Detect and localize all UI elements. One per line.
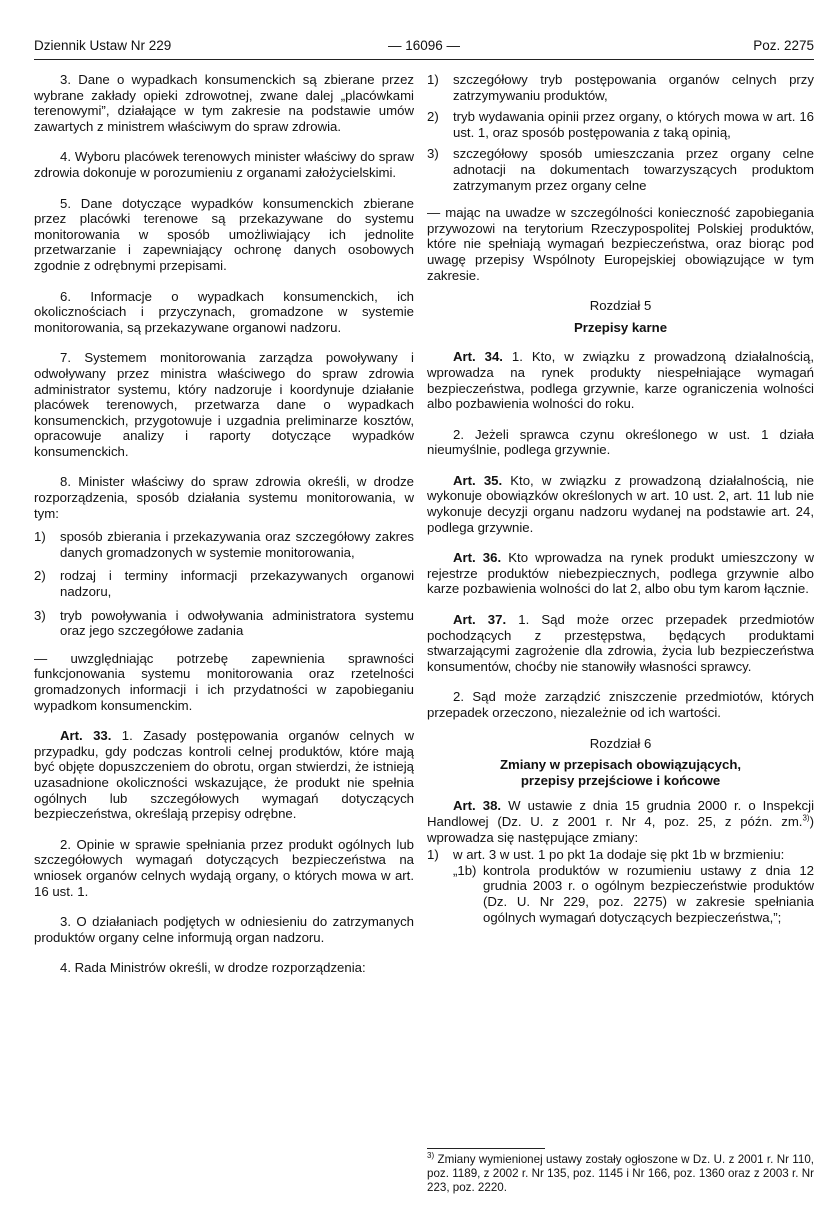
article-label: Art. 35. <box>453 472 503 488</box>
art-34-paragraph-1: Art. 34. 1. Kto, w związku z prowadzoną działalnością, wprowadza na rynek produkty niespełniające wymagań bezpieczeństwa, podlega grzywnie, karze ograniczenia wolności albo pozbawienia wolności do roku. <box>427 349 814 412</box>
art-37-paragraph-1: Art. 37. 1. Sąd może orzec przepadek przedmiotów pochodzących z przestępstwa, będących produktami stwarzającymi zagrożenie dla zdrowia, życia lub bezpieczeństwa konsumentów, choćby nie stanowiły własności sprawcy. <box>427 612 814 674</box>
chapter-5-heading: Rozdział 5 <box>589 298 652 314</box>
article-label: Art. 36. <box>453 550 502 566</box>
art-38-quoted-point: „1b) kontrola produktów w rozumieniu ustawy z dnia 12 grudnia 2003 r. o ogólnym bezpieczeństwie produktów (Dz. U. Nr 229, poz. 2275) w zakresie spełniania ogólnych wymagań dotyczących bezpieczeństwa,”; <box>453 862 814 925</box>
list-item: 3) tryb powoływania i odwoływania administratora systemu oraz jego szczegółowe zadania <box>34 607 414 639</box>
page-number: — 16096 — <box>387 38 461 53</box>
paragraph-5: 5. Dane dotyczące wypadków konsumenckich zbierane przez placówki terenowe są przekazywane do systemu monitorowania w sposób umożliwiający ich jednolite przetwarzanie i zapewniający ochronę danych osobowych zgodnie z odrębnymi przepisami. <box>34 195 414 273</box>
art-36-paragraph: Art. 36. Kto wprowadza na rynek produkt umieszczony w rejestrze produktów niebezpiecznych, podlega grzywnie albo karze pozbawienia wolności do lat 2, albo obu tym karom łącznie. <box>427 550 814 597</box>
art-33-paragraph-1: Art. 33. 1. Zasady postępowania organów celnych w przypadku, gdy podczas kontroli celnej produktów, które mają być objęte dopuszczeniem do obrotu, organ stwierdzi, że istnieją uzasadnione okoliczności wskazujące, że produkt nie spełnia ogólnych lub szczegółowych wymagań dotyczących bezpieczeństwa, określają przepisy odrębne. <box>34 728 414 822</box>
footnote-divider <box>427 1148 545 1149</box>
paragraph-8-list <box>34 529 414 639</box>
footnote-mark: 3) <box>427 1151 435 1161</box>
art-33-paragraph-3: 3. O działaniach podjętych w odniesieniu do zatrzymanych produktów organy celne informują organ nadzoru. <box>34 914 414 945</box>
list-item: 2) rodzaj i terminy informacji przekazywanych organowi nadzoru, <box>34 568 414 600</box>
list-item: 2) tryb wydawania opinii przez organy, o których mowa w art. 16 ust. 1, oraz sposób postępowania z taką opinią, <box>427 109 814 140</box>
art-37-paragraph-2: 2. Sąd może zarządzić zniszczenie przedmiotów, których przepadek orzeczono, niezależnie od ich wartości. <box>427 689 814 720</box>
footnote: $^{3)}$ Zmiany wymienionej ustawy zostały ogłoszone w Dz. U. z 2001 r. Nr 110, poz. 1189, z 2002 r. Nr 135, poz. 1145 i Nr 166, poz. 1360 oraz z 2003 r. Nr 223, poz. 2220. <box>427 1151 814 1194</box>
list-item: 3) szczegółowy sposób umieszczania przez organy celne adnotacji na dokumentach towarzyszących produktom zatrzymanym przez organy celne <box>427 146 814 193</box>
footnote-ref: 3) <box>802 813 810 823</box>
left-column <box>34 72 414 991</box>
header-divider <box>34 59 814 60</box>
paragraph-8-tail: — uwzględniając potrzebę zapewnienia sprawności funkcjonowania systemu monitorowania oraz rzetelności gromadzonych informacji i ich przydatności w zapobieganiu wypadkom konsumenckim. <box>34 650 414 713</box>
journal-title: Dziennik Ustaw Nr 229 <box>34 38 172 53</box>
paragraph-6: 6. Informacje o wypadkach konsumenckich, ich okolicznościach i przyczynach, gromadzone w systemie monitorowania, są przekazywane organowi nadzoru. <box>34 288 414 335</box>
list-item: 1) sposób zbierania i przekazywania oraz szczegółowy zakres danych gromadzonych w systemie monitorowania, <box>34 529 414 560</box>
article-label: Art. 33. <box>60 728 112 744</box>
page-header <box>34 38 814 56</box>
art-35-paragraph: Art. 35. Kto, w związku z prowadzoną działalnością, nie wykonuje obowiązków określonych w art. 10 ust. 2, art. 11 lub nie wykonuje decyzji organu nadzoru wydanej na podstawie art. 24, podlega grzywnie. <box>427 472 814 535</box>
art-38-paragraph: Art. 38. W ustawie z dnia 15 grudnia 2000 r. o Inspekcji Handlowej (Dz. U. z 2001 r. Nr 4, poz. 25, z późn. zm.$^{3)}$) wprowadza się następujące zmiany: <box>427 798 814 845</box>
right-column <box>427 72 814 925</box>
article-label: Art. 37. <box>453 612 507 628</box>
paragraph-3: 3. Dane o wypadkach konsumenckich są zbierane przez wybrane zakłady opieki zdrowotnej, zwane dalej „placówkami terenowymi”, działające w tym zakresie na podstawie umów zawartych z ministrem właściwym do spraw zdrowia. <box>34 72 414 134</box>
art-33-tail: — mając na uwadze w szczególności konieczność zapobiegania przywozowi na terytorium Rzeczypospolitej Polskiej produktów, które nie spełniają wymagań bezpieczeństwa, oraz biorąc pod uwagę przepisy Wspólnoty Europejskiej obowiązujące w tym zakresie. <box>427 205 814 283</box>
art-34-paragraph-2: 2. Jeżeli sprawca czynu określonego w ust. 1 działa nieumyślnie, podlega grzywnie. <box>427 426 814 458</box>
art-33-paragraph-4: 4. Rada Ministrów określi, w drodze rozporządzenia: <box>60 960 366 976</box>
paragraph-4: 4. Wyboru placówek terenowych minister właściwy do spraw zdrowia dokonuje w porozumieniu z organami założycielskimi. <box>34 149 414 180</box>
list-item: 1) szczegółowy tryb postępowania organów celnych przy zatrzymywaniu produktów, <box>427 72 814 103</box>
position-number: Poz. 2275 <box>753 38 814 53</box>
art-33-paragraph-2: 2. Opinie w sprawie spełniania przez produkt ogólnych lub szczegółowych wymagań dotyczących bezpieczeństwa na wniosek organów celnych wydają organy, o których mowa w art. 16 ust. 1. <box>34 836 414 899</box>
paragraph-8: 8. Minister właściwy do spraw zdrowia określi, w drodze rozporządzenia, sposób działania systemu monitorowania, w tym: <box>34 474 414 521</box>
paragraph-7: 7. Systemem monitorowania zarządza powoływany i odwoływany przez ministra właściwego do spraw zdrowia administrator systemu, który nadzoruje i koordynuje działanie placówek terenowych, przetwarza dane o wypadkach konsumenckich, przygotowuje i uzgadnia preliminarze kosztów, opracowuje analizy i raporty dotyczące wypadków konsumenckich. <box>34 350 414 459</box>
art-38-list <box>427 847 814 863</box>
chapter-6-heading: Rozdział 6 <box>589 735 652 751</box>
article-label: Art. 34. <box>453 349 503 365</box>
list-item: 1) w art. 3 w ust. 1 po pkt 1a dodaje się pkt 1b w brzmieniu: <box>427 847 785 863</box>
art-33-list <box>427 72 814 193</box>
article-label: Art. 38. <box>453 798 502 814</box>
chapter-5-title: Przepisy karne <box>573 319 668 335</box>
chapter-6-title: Zmiany w przepisach obowiązujących, przepisy przejściowe i końcowe <box>499 757 742 788</box>
